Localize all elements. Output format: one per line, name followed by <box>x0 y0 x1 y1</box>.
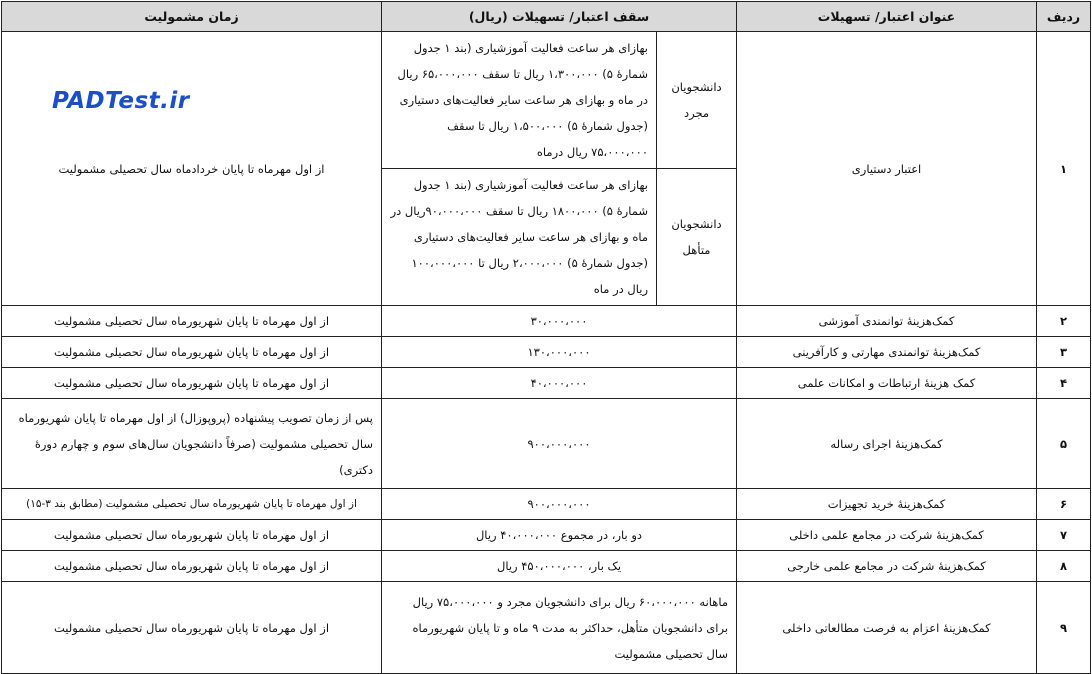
row-title: کمک‌هزینۀ اعزام به فرصت مطالعاتی داخلی <box>737 582 1037 674</box>
row-ceiling: ۹۰۰،۰۰۰،۰۰۰ <box>382 399 737 489</box>
row-ceiling: دو بار، در مجموع ۴۰،۰۰۰،۰۰۰ ریال <box>382 520 737 551</box>
row-ceiling: ماهانه ۶۰،۰۰۰،۰۰۰ ریال برای دانشجویان مجرد و ۷۵،۰۰۰،۰۰۰ ریال برای دانشجویان متأهل، حداکثر به مدت ۹ ماه و تا پایان شهریورماه سال تحصیلی مشمولیت <box>382 582 737 674</box>
row-title: اعتبار دستیاری <box>737 32 1037 306</box>
table-row <box>2 368 1091 399</box>
table-row <box>2 489 1091 520</box>
row-period: از اول مهرماه تا پایان شهریورماه سال تحصیلی مشمولیت <box>2 551 382 582</box>
row-ceiling: ۴۰،۰۰۰،۰۰۰ <box>382 368 737 399</box>
row-number: ۲ <box>1037 306 1091 337</box>
table-row <box>2 306 1091 337</box>
table-row <box>2 520 1091 551</box>
group-single: دانشجویان مجرد <box>657 32 737 169</box>
row-title: کمک هزینۀ ارتباطات و امکانات علمی <box>737 368 1037 399</box>
header-ceiling: سقف اعتبار/ تسهیلات (ریال) <box>382 2 737 32</box>
row-ceiling: ۳۰،۰۰۰،۰۰۰ <box>382 306 737 337</box>
table-row <box>2 551 1091 582</box>
row-title: کمک‌هزینۀ توانمندی مهارتی و کارآفرینی <box>737 337 1037 368</box>
row-ceiling: ۱۳۰،۰۰۰،۰۰۰ <box>382 337 737 368</box>
header-title: عنوان اعتبار/ تسهیلات <box>737 2 1037 32</box>
row-period: از اول مهرماه تا پایان خردادماه سال تحصیلی مشمولیت <box>2 32 382 306</box>
row-number: ۶ <box>1037 489 1091 520</box>
group-married: دانشجویان متأهل <box>657 169 737 306</box>
header-row-number: ردیف <box>1037 2 1091 32</box>
row-period: از اول مهرماه تا پایان شهریورماه سال تحصیلی مشمولیت <box>2 337 382 368</box>
ceiling-married: بهازای هر ساعت فعالیت آموزشیاری (بند ۱ جدول شمارۀ ۵) ۱۸۰۰،۰۰۰ ریال تا سقف ۹۰،۰۰۰،۰۰۰ریال در ماه و بهازای هر ساعت سایر فعالیت‌های دستیاری (جدول شمارۀ ۵) ۲،۰۰۰،۰۰۰ ریال تا ۱۰۰،۰۰۰،۰۰۰ ریال در ماه <box>382 169 657 306</box>
row-period: از اول مهرماه تا پایان شهریورماه سال تحصیلی مشمولیت <box>2 520 382 551</box>
row-period: از اول مهرماه تا پایان شهریورماه سال تحصیلی مشمولیت <box>2 306 382 337</box>
ceiling-single: بهازای هر ساعت فعالیت آموزشیاری (بند ۱ جدول شمارۀ ۵) ۱،۳۰۰،۰۰۰ ریال تا سقف ۶۵،۰۰۰،۰۰۰ ریال در ماه و بهازای هر ساعت سایر فعالیت‌های دستیاری (جدول شمارۀ ۵) ۱،۵۰۰،۰۰۰ ریال تا سقف ۷۵،۰۰۰،۰۰۰ ریال درماه <box>382 32 657 169</box>
row-number: ۸ <box>1037 551 1091 582</box>
table-row <box>2 582 1091 674</box>
watermark-logo: PADTest.ir <box>52 88 190 114</box>
row-number: ۳ <box>1037 337 1091 368</box>
row-title: کمک‌هزینۀ توانمندی آموزشی <box>737 306 1037 337</box>
row-number: ۷ <box>1037 520 1091 551</box>
row-period: از اول مهرماه تا پایان شهریورماه سال تحصیلی مشمولیت <box>2 582 382 674</box>
row-period: از اول مهرماه تا پایان شهریورماه سال تحصیلی مشمولیت <box>2 368 382 399</box>
header-period: زمان مشمولیت <box>2 2 382 32</box>
row-number: ۹ <box>1037 582 1091 674</box>
row-title: کمک‌هزینۀ شرکت در مجامع علمی خارجی <box>737 551 1037 582</box>
row-title: کمک‌هزینۀ شرکت در مجامع علمی داخلی <box>737 520 1037 551</box>
row-ceiling: ۹۰۰،۰۰۰،۰۰۰ <box>382 489 737 520</box>
row-title: کمک‌هزینۀ خرید تجهیزات <box>737 489 1037 520</box>
row-period: از اول مهرماه تا پایان شهریورماه سال تحصیلی مشمولیت (مطابق بند ۳-۱۵) <box>2 489 382 520</box>
row-title: کمک‌هزینۀ اجرای رساله <box>737 399 1037 489</box>
row-number: ۴ <box>1037 368 1091 399</box>
row-number: ۵ <box>1037 399 1091 489</box>
table-row <box>2 337 1091 368</box>
table-row <box>2 399 1091 489</box>
row-period: پس از زمان تصویب پیشنهاده (پروپوزال) از اول مهرماه تا پایان شهریورماه سال تحصیلی مشمولیت (صرفاً دانشجویان سال‌های سوم و چهارم دورۀ دکتری) <box>2 399 382 489</box>
row-number: ۱ <box>1037 32 1091 306</box>
row-ceiling: یک بار، ۴۵۰،۰۰۰،۰۰۰ ریال <box>382 551 737 582</box>
